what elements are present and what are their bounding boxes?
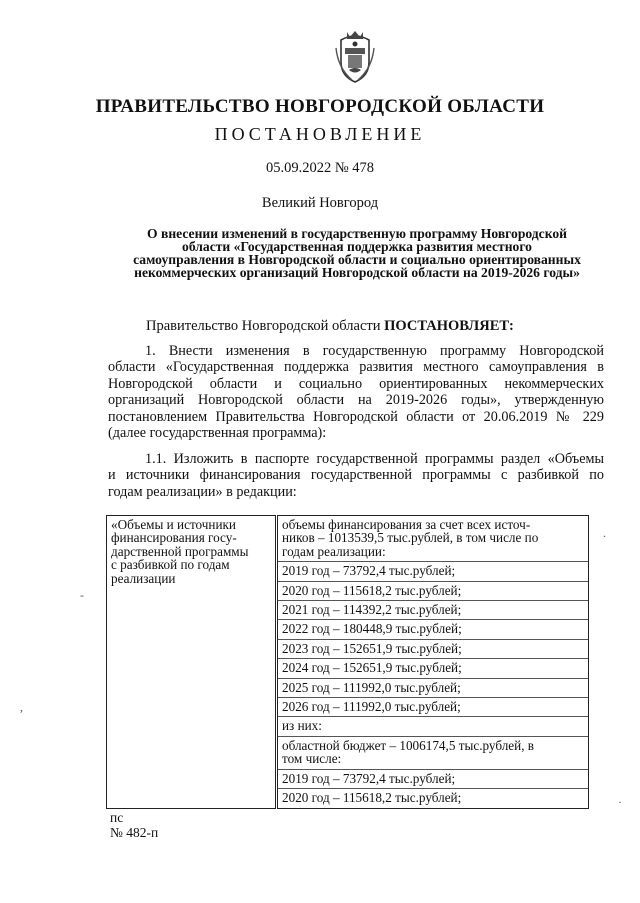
table-row-text: областной бюджет – 1006174,5 тыс.рублей, в [282, 737, 535, 753]
table-row: 2025 год – 111992,0 тыс.рублей; [278, 679, 588, 698]
label-line: с разбивкой по годам [111, 557, 230, 573]
paragraph-line: 1. Внести изменения в государственную программу Новгородской [145, 343, 604, 359]
label-line: «Объемы и источники [111, 517, 236, 532]
document-city: Великий Новгород [261, 195, 379, 211]
table-row-text: том числе: [282, 751, 342, 767]
document-type: ПОСТАНОВЛЕНИЕ [214, 124, 426, 144]
document-footer [110, 810, 158, 840]
novgorod-coat-of-arms-icon [332, 28, 378, 84]
label-line: дарственной программы [111, 543, 249, 559]
document-date-number: 05.09.2022 № 478 [265, 160, 375, 176]
table-row: 2026 год – 111992,0 тыс.рублей; [278, 698, 588, 717]
footer-number: № 482-п [110, 825, 159, 840]
table-row: 2024 год – 152651,9 тыс.рублей; [278, 659, 588, 678]
subject-line: некоммерческих организаций Новгородской области на 2019-2026 годы» [134, 265, 580, 280]
table-row: 2020 год – 115618,2 тыс.рублей; [282, 790, 462, 806]
table-row [278, 516, 588, 562]
table-row: 2022 год – 180448,9 тыс.рублей; [278, 620, 588, 639]
funding-table-label-cell [107, 516, 277, 809]
paragraph-line: области «Государственная поддержка развития местного самоуправления в [108, 359, 604, 376]
footer-code: пс [110, 810, 124, 825]
table-row: 2019 год – 73792,4 тыс.рублей; [278, 562, 588, 581]
paragraph-line: организаций Новгородской области на 2019-2026 годы», утвержденную [108, 392, 604, 409]
document-subject [118, 227, 596, 279]
scan-mark: , [20, 700, 23, 714]
scan-mark: · [618, 795, 622, 809]
table-row-text: ников – 1013539,5 тыс.рублей, в том числе по [282, 530, 539, 546]
government-title: ПРАВИТЕЛЬСТВО НОВГОРОДСКОЙ ОБЛАСТИ [95, 96, 545, 117]
intro-resolves: ПОСТАНОВЛЯЕТ: [384, 318, 514, 334]
paragraph-line: 1.1. Изложить в паспорте государственной программы раздел «Объемы [145, 451, 604, 467]
scan-mark: . [603, 526, 606, 540]
paragraph-line: постановлением Правительства Новгородской области от 20.06.2019 № 229 [108, 408, 604, 425]
paragraph-line: годам реализации» в редакции: [108, 483, 297, 500]
table-row [278, 737, 588, 770]
subject-line: самоуправления в Новгородской области и социально ориентированных [133, 252, 581, 267]
table-row-text: объемы финансирования за счет всех источ- [282, 517, 531, 532]
paragraph-line: и источники финансирования государственной программы с разбивкой по [108, 467, 604, 484]
table-row: 2019 год – 73792,4 тыс.рублей; [278, 770, 588, 789]
subject-line: О внесении изменений в государственную программу Новгородской [147, 226, 567, 241]
scan-mark: - [80, 588, 84, 602]
table-row: 2023 год – 152651,9 тыс.рублей; [278, 640, 588, 659]
funding-table [106, 515, 589, 809]
label-line: реализации [111, 570, 176, 586]
funding-table-values-cell [277, 516, 589, 809]
resolution-intro [146, 318, 514, 335]
table-row: из них: [278, 717, 588, 736]
paragraph-1-1 [108, 451, 604, 500]
paragraph-line: (далее государственная программа): [108, 425, 327, 442]
subject-line: области «Государственная поддержка развития местного [182, 239, 532, 254]
intro-text: Правительство Новгородской области [146, 318, 385, 334]
paragraph-1 [108, 343, 604, 441]
table-row: 2021 год – 114392,2 тыс.рублей; [278, 601, 588, 620]
paragraph-line: Новгородской области и социально ориентированных некоммерческих [108, 375, 604, 392]
table-row-text: годам реализации: [282, 543, 386, 559]
table-row: 2020 год – 115618,2 тыс.рублей; [278, 582, 588, 601]
label-line: финансирования госу- [111, 530, 237, 546]
